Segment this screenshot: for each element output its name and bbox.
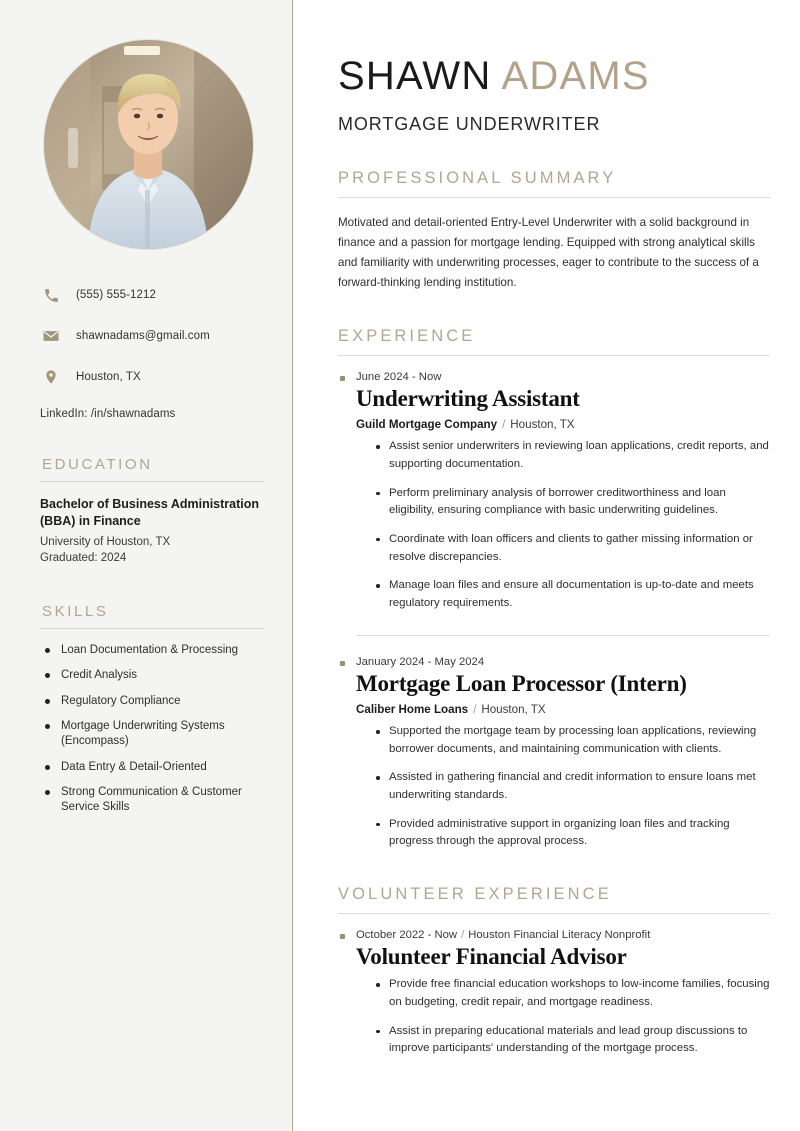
- entry-date: June 2024 - Now: [338, 371, 770, 383]
- entry-date: [338, 929, 770, 941]
- location-pin-icon: [40, 367, 62, 387]
- summary-text: Motivated and detail-oriented Entry-Level Underwriter with a solid background in finance and a passion for mortgage lending. Equipped with strong analytical skills and familiarity with underwriting processes, eager to contribute to the success of a forward-thinking lending institution.: [338, 216, 759, 289]
- entry-date: January 2024 - May 2024: [338, 656, 770, 668]
- email-icon: [40, 326, 62, 346]
- linkedin-value[interactable]: LinkedIn: /in/shawnadams: [40, 408, 176, 420]
- volunteer-date: October 2022 - Now: [356, 929, 458, 942]
- list-item: Credit Analysis: [40, 668, 264, 683]
- list-item: Strong Communication & Customer Service Skills: [40, 785, 264, 816]
- entry-company-line: [356, 703, 770, 716]
- experience-divider: [338, 355, 770, 356]
- list-item: Coordinate with loan officers and clients to gather missing information or resolve discrepancies.: [376, 531, 770, 566]
- entry-location: Houston, TX: [481, 703, 546, 716]
- skills-heading: SKILLS: [42, 603, 109, 621]
- separator-slash: /: [473, 703, 477, 716]
- location-value: Houston, TX: [76, 371, 141, 383]
- list-item: Provided administrative support in organizing loan files and tracking progress through the approval process.: [376, 816, 770, 851]
- avatar: [44, 40, 253, 249]
- email-value: shawnadams@gmail.com: [76, 330, 210, 342]
- education-divider: [40, 481, 264, 482]
- separator-slash: /: [502, 418, 506, 432]
- summary-heading: PROFESSIONAL SUMMARY: [338, 169, 617, 187]
- experience-section: [338, 327, 770, 851]
- list-item: Assisted in gathering financial and credit information to ensure loans met underwriting standards.: [376, 769, 770, 804]
- experience-entry: [338, 656, 770, 851]
- list-item: Perform preliminary analysis of borrower creditworthiness and loan eligibility, ensuring compliance with basic underwriting guidelines.: [376, 485, 770, 520]
- skills-divider: [40, 628, 264, 629]
- summary-divider: [338, 197, 770, 198]
- entry-title: Underwriting Assistant: [356, 385, 580, 411]
- education-heading: EDUCATION: [42, 456, 153, 473]
- volunteer-heading: VOLUNTEER EXPERIENCE: [338, 885, 612, 904]
- entry-location: Houston, TX: [510, 418, 575, 432]
- entry-duties: [338, 976, 770, 1058]
- experience-heading: EXPERIENCE: [338, 326, 476, 345]
- contact-email[interactable]: [40, 326, 264, 346]
- main-content: [293, 0, 800, 1131]
- entry-company-line: [356, 418, 770, 431]
- skills-list: [40, 643, 264, 815]
- skills-section: [40, 603, 264, 815]
- phone-value: (555) 555-1212: [76, 289, 157, 301]
- volunteer-section: [338, 885, 770, 1058]
- education-school: University of Houston, TX: [40, 535, 171, 548]
- separator-slash: /: [461, 929, 465, 942]
- list-item: Assist senior underwriters in reviewing loan applications, credit reports, and supporting documentation.: [376, 438, 770, 473]
- sidebar: [0, 0, 293, 1131]
- first-name: SHAWN: [338, 54, 492, 98]
- contact-info: [40, 285, 264, 420]
- entry-separator: [356, 635, 770, 636]
- list-item: Assist in preparing educational materials and lead group discussions to improve participants' understanding of the mortgage process.: [376, 1023, 770, 1058]
- list-item: Manage loan files and ensure all documentation is up-to-date and meets regulatory requirements.: [376, 577, 770, 612]
- contact-phone[interactable]: [40, 285, 264, 305]
- volunteer-divider: [338, 913, 770, 914]
- last-name: ADAMS: [501, 54, 650, 98]
- experience-entry: [338, 371, 770, 613]
- list-item: Provide free financial education workshops to low-income families, focusing on budgeting, credit repair, and mortgage readiness.: [376, 976, 770, 1011]
- entry-company: Caliber Home Loans: [356, 703, 469, 716]
- entry-duties: [338, 438, 770, 612]
- education-degree: Bachelor of Business Administration (BBA) in Finance: [40, 497, 260, 528]
- job-role: MORTGAGE UNDERWRITER: [338, 114, 601, 134]
- list-item: Mortgage Underwriting Systems (Encompass): [40, 719, 264, 750]
- summary-section: [338, 169, 770, 293]
- contact-location: [40, 367, 264, 387]
- entry-title: Mortgage Loan Processor (Intern): [356, 670, 687, 696]
- list-item: Data Entry & Detail-Oriented: [40, 760, 264, 775]
- list-item: Regulatory Compliance: [40, 694, 264, 709]
- entry-title: Volunteer Financial Advisor: [356, 944, 627, 970]
- portrait-photo: [44, 40, 253, 249]
- page-title: [338, 56, 770, 96]
- entry-duties: [338, 723, 770, 851]
- volunteer-entry: [338, 929, 770, 1058]
- phone-icon: [40, 285, 62, 305]
- list-item: Supported the mortgage team by processing loan applications, reviewing borrower documents, and maintaining communication with clients.: [376, 723, 770, 758]
- volunteer-organization: Houston Financial Literacy Nonprofit: [468, 929, 651, 942]
- list-item: Loan Documentation & Processing: [40, 643, 264, 658]
- education-section: [40, 456, 264, 567]
- education-graduated: Graduated: 2024: [40, 552, 127, 565]
- entry-company: Guild Mortgage Company: [356, 418, 498, 432]
